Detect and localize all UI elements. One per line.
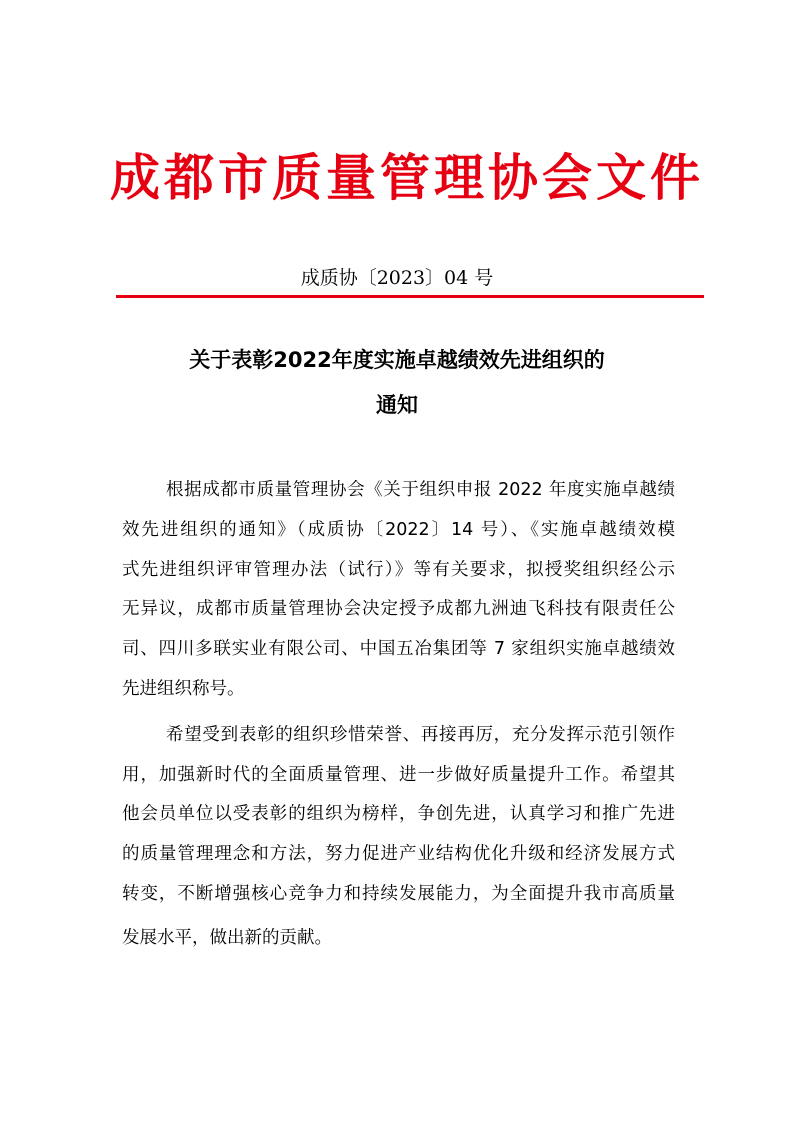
notice-title-line1: 关于表彰2022年度实施卓越绩效先进组织的 bbox=[189, 348, 605, 372]
paragraph-line: 效先进组织的通知》（成质协〔2022〕14 号）、《实施卓越绩效模 bbox=[122, 520, 675, 540]
notice-title-line2: 通知 bbox=[376, 393, 418, 417]
paragraph-line: 根据成都市质量管理协会《关于组织申报 2022 年度实施卓越绩 bbox=[166, 480, 675, 500]
paragraph-line: 用，加强新时代的全面质量管理、进一步做好质量提升工作。希望其 bbox=[122, 765, 675, 785]
paragraph-line: 司、四川多联实业有限公司、中国五冶集团等 7 家组织实施卓越绩效 bbox=[122, 639, 675, 659]
paragraph-line: 转变，不断增强核心竞争力和持续发展能力，为全面提升我市高质量 bbox=[122, 884, 675, 904]
paragraph-line: 的质量管理理念和方法，努力促进产业结构优化升级和经济发展方式 bbox=[122, 844, 675, 864]
document-number: 成质协〔2023〕04 号 bbox=[300, 267, 494, 289]
paragraph-line: 他会员单位以受表彰的组织为榜样，争创先进，认真学习和推广先进 bbox=[122, 804, 675, 824]
paragraph-line: 发展水平，做出新的贡献。 bbox=[122, 928, 332, 948]
paragraph-line: 无异议，成都市质量管理协会决定授予成都九洲迪飞科技有限责任公 bbox=[122, 599, 675, 619]
document-header-title: 成都市质量管理协会文件 bbox=[110, 148, 704, 207]
paragraph-line: 式先进组织评审管理办法（试行）》等有关要求，拟授奖组织经公示 bbox=[122, 560, 675, 580]
red-divider bbox=[116, 295, 704, 298]
paragraph-line: 希望受到表彰的组织珍惜荣誉、再接再厉，充分发挥示范引领作 bbox=[166, 725, 675, 745]
paragraph-line: 先进组织称号。 bbox=[122, 679, 245, 699]
